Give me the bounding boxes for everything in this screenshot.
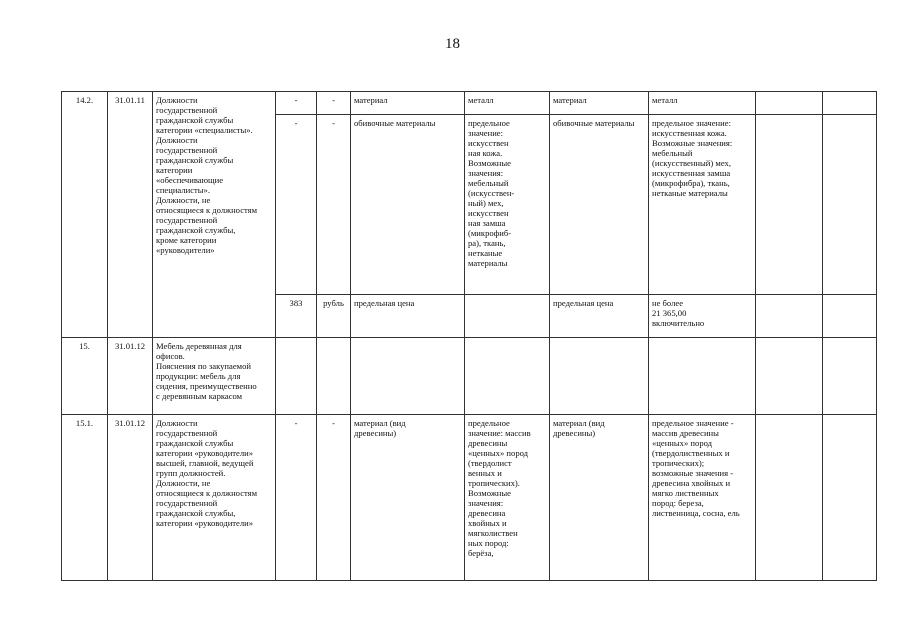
empty-cell: [823, 415, 877, 581]
empty-cell: [649, 338, 756, 415]
row-number: 15.: [62, 338, 108, 415]
table-row: [62, 92, 877, 115]
position-category: Должности государственной гражданской службы категории «руководители» высшей, главной, ведущей групп должностей. Должности, не относящиеся к должностям государственной гражданской службы, категории «руководители»: [153, 415, 276, 581]
characteristic-name-2: обивочные материалы: [550, 115, 649, 295]
empty-cell: [276, 338, 317, 415]
characteristic-name: материал: [351, 92, 465, 115]
empty-cell: [756, 92, 823, 115]
characteristic-name-2: материал (вид древесины): [550, 415, 649, 581]
empty-cell: [823, 295, 877, 338]
characteristic-value: предельное значение: искусствен ная кожа. Возможные значения: мебельный (искусствен- ный) мех, искусствен ная замша (микрофиб- ра), ткань, нетканые материалы: [465, 115, 550, 295]
characteristic-name-2: материал: [550, 92, 649, 115]
page-number: 18: [445, 36, 460, 52]
unit-name: рубль: [317, 295, 351, 338]
empty-cell: [351, 338, 465, 415]
characteristic-value-2: предельное значение - массив древесины «ценных» пород (твердолиственных и тропических); возможные значения - древесина хвойных и мягко лиственных пород: береза, лиственница, сосна, ель: [649, 415, 756, 581]
empty-cell: [756, 415, 823, 581]
characteristic-name: предельная цена: [351, 295, 465, 338]
unit-name: -: [317, 92, 351, 115]
table-row: [62, 415, 877, 581]
characteristic-name: материал (вид древесины): [351, 415, 465, 581]
characteristic-value-2: не более 21 365,00 включительно: [649, 295, 756, 338]
characteristic-name: обивочные материалы: [351, 115, 465, 295]
empty-cell: [823, 92, 877, 115]
product-description: Мебель деревянная для офисов. Пояснения по закупаемой продукции: мебель для сидения, преимущественно с деревянным каркасом: [153, 338, 276, 415]
characteristic-value: [465, 295, 550, 338]
empty-cell: [550, 338, 649, 415]
requirements-table: [61, 91, 877, 581]
characteristic-value: металл: [465, 92, 550, 115]
okpd-code: 31.01.12: [108, 338, 153, 415]
characteristic-value-2: металл: [649, 92, 756, 115]
table-row: [62, 338, 877, 415]
characteristic-value-2: предельное значение: искусственная кожа. Возможные значения: мебельный (искусственный) мех, искусственная замша (микрофибра), ткань, нетканые материалы: [649, 115, 756, 295]
characteristic-value: предельное значение: массив древесины «ценных» пород (твердолист венных и тропических). Возможные значения: древесина хвойных и мягколиствен ных пород: берёза,: [465, 415, 550, 581]
unit-code: -: [276, 115, 317, 295]
unit-name: -: [317, 115, 351, 295]
empty-cell: [756, 295, 823, 338]
empty-cell: [756, 115, 823, 295]
unit-code: -: [276, 92, 317, 115]
empty-cell: [756, 338, 823, 415]
position-category: Должности государственной гражданской службы категории «специалисты». Должности государственной гражданской службы категории «обеспечивающие специалисты». Должности, не относящиеся к должностям государственной гражданской службы, кроме категории «руководители»: [153, 92, 276, 338]
empty-cell: [823, 115, 877, 295]
characteristic-name-2: предельная цена: [550, 295, 649, 338]
okpd-code: 31.01.11: [108, 92, 153, 338]
empty-cell: [317, 338, 351, 415]
row-number: 15.1.: [62, 415, 108, 581]
empty-cell: [823, 338, 877, 415]
unit-name: -: [317, 415, 351, 581]
unit-code: -: [276, 415, 317, 581]
okpd-code: 31.01.12: [108, 415, 153, 581]
unit-code: 383: [276, 295, 317, 338]
row-number: 14.2.: [62, 92, 108, 338]
empty-cell: [465, 338, 550, 415]
